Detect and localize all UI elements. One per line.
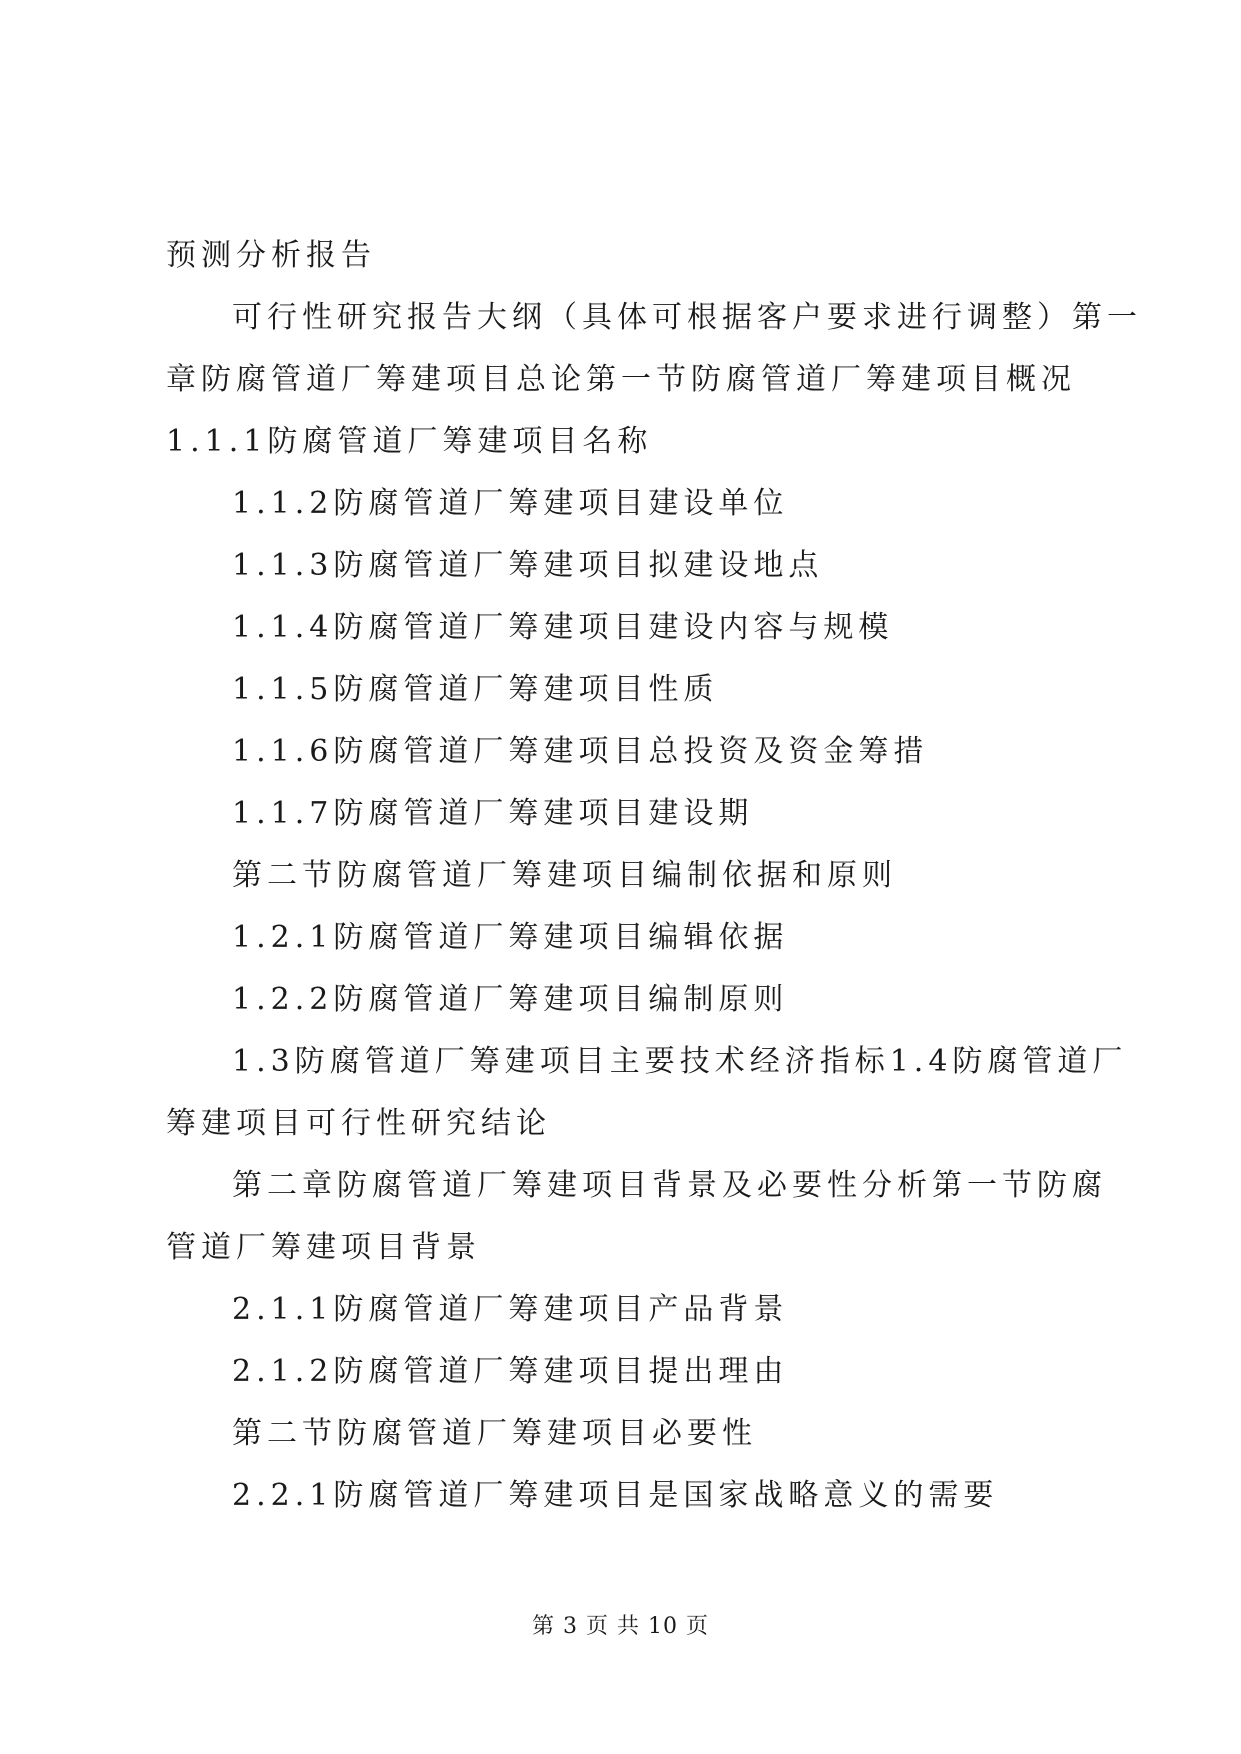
text-line-9: 1.1.6防腐管道厂筹建项目总投资及资金筹措 [232, 734, 929, 769]
text-line-8: 1.1.5防腐管道厂筹建项目性质 [232, 672, 719, 707]
text-line-21: 2.2.1防腐管道厂筹建项目是国家战略意义的需要 [232, 1478, 999, 1513]
text-line-20: 第二节防腐管道厂筹建项目必要性 [232, 1416, 757, 1451]
text-line-16: 第二章防腐管道厂筹建项目背景及必要性分析第一节防腐 [232, 1168, 1107, 1203]
text-line-6: 1.1.3防腐管道厂筹建项目拟建设地点 [232, 548, 824, 583]
text-line-18: 2.1.1防腐管道厂筹建项目产品背景 [232, 1292, 789, 1327]
text-line-4: 1.1.1防腐管道厂筹建项目名称 [166, 424, 653, 459]
text-line-11: 第二节防腐管道厂筹建项目编制依据和原则 [232, 858, 897, 893]
text-line-2: 可行性研究报告大纲（具体可根据客户要求进行调整）第一 [232, 300, 1142, 335]
text-line-1: 预测分析报告 [166, 238, 376, 273]
text-line-13: 1.2.2防腐管道厂筹建项目编制原则 [232, 982, 789, 1017]
page-number-footer: 第 3 页 共 10 页 [532, 1614, 709, 1639]
text-line-14: 1.3防腐管道厂筹建项目主要技术经济指标1.4防腐管道厂 [232, 1044, 1128, 1079]
text-line-19: 2.1.2防腐管道厂筹建项目提出理由 [232, 1354, 789, 1389]
text-line-15: 筹建项目可行性研究结论 [166, 1106, 551, 1141]
text-line-17: 管道厂筹建项目背景 [166, 1230, 481, 1265]
text-line-10: 1.1.7防腐管道厂筹建项目建设期 [232, 796, 754, 831]
text-line-12: 1.2.1防腐管道厂筹建项目编辑依据 [232, 920, 789, 955]
text-line-5: 1.1.2防腐管道厂筹建项目建设单位 [232, 486, 789, 521]
text-line-7: 1.1.4防腐管道厂筹建项目建设内容与规模 [232, 610, 894, 645]
text-line-3: 章防腐管道厂筹建项目总论第一节防腐管道厂筹建项目概况 [166, 362, 1076, 397]
